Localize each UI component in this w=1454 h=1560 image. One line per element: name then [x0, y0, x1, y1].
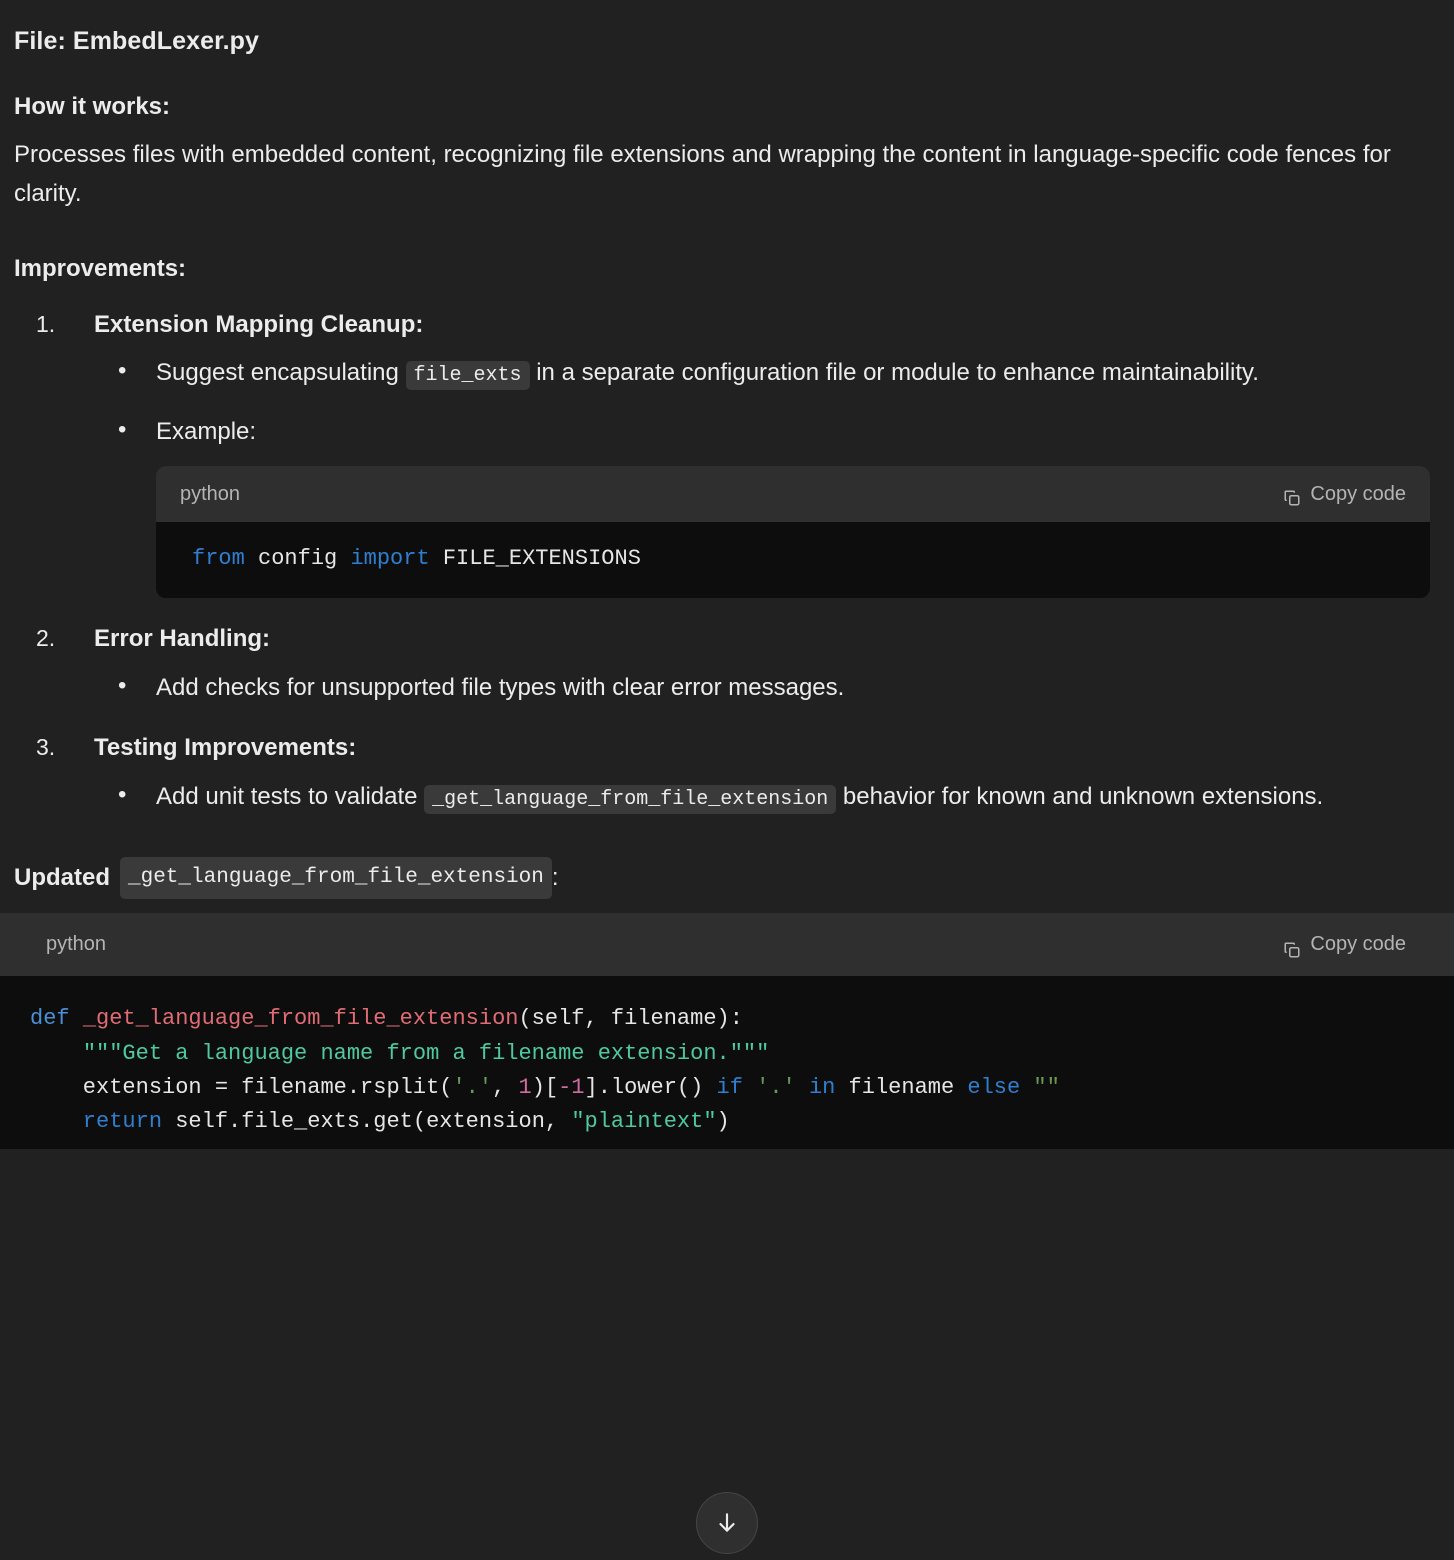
list-item-number: 2. [36, 625, 56, 652]
list-item [94, 354, 1430, 393]
copy-icon [1283, 936, 1301, 954]
sub-list [94, 669, 1430, 708]
list-item-title: Extension Mapping Cleanup: [94, 310, 424, 338]
bullet-text-post: behavior for known and unknown extensions. [836, 782, 1324, 810]
code-block-header [0, 913, 1454, 976]
list-item [36, 618, 1430, 707]
copy-code-button[interactable] [1283, 478, 1406, 510]
bullet-text-pre: Add checks for unsupported file types with clear error messages. [156, 673, 845, 701]
sub-list [94, 778, 1430, 817]
copy-icon [1283, 485, 1301, 503]
how-it-works-text: Processes files with embedded content, recognizing file extensions and wrapping the content in language-specific code fences for clarity. [14, 140, 1391, 207]
improvements-heading: Improvements: [14, 254, 187, 282]
bullet-text-pre: Example: [156, 417, 257, 445]
list-item-title: Error Handling: [94, 625, 271, 653]
updated-colon: : [551, 864, 559, 892]
list-item [36, 304, 1430, 599]
code-block-body: from config import FILE_EXTENSIONS [192, 546, 641, 572]
copy-code-button[interactable] [1283, 927, 1406, 962]
list-item-title: Testing Improvements: [94, 734, 357, 762]
list-item [94, 413, 1430, 598]
bullet-text-pre: Add unit tests to validate [156, 782, 425, 810]
list-item [36, 727, 1430, 816]
copy-code-label: Copy code [1310, 482, 1406, 505]
code-block-body: def _get_language_from_file_extension(self, filename): """Get a language name from a filename extension.""" extension = filename.rsplit('.', 1)[-1].lower() if '.' in filename else "" return self.file_exts.get(extension, "plaintext") [30, 1006, 1060, 1134]
list-item [94, 778, 1430, 817]
copy-code-label: Copy code [1310, 933, 1406, 956]
improvements-list [14, 304, 1430, 817]
page-title: File: EmbedLexer.py [14, 27, 260, 55]
how-it-works-heading: How it works: [14, 92, 171, 120]
code-block-main [0, 913, 1454, 1148]
list-item-number: 1. [36, 310, 56, 337]
code-block-example [156, 466, 1430, 598]
inline-code: file_exts [406, 361, 530, 390]
bullet-text-pre: Suggest encapsulating [156, 358, 406, 386]
list-item-number: 3. [36, 734, 56, 761]
code-block-header [156, 466, 1430, 522]
code-language-label: python [46, 933, 107, 956]
bullet-text-post: in a separate configuration file or module to enhance maintainability. [529, 358, 1259, 386]
sub-list [94, 354, 1430, 598]
updated-label: Updated [14, 864, 110, 892]
code-language-label: python [180, 482, 241, 505]
inline-code: _get_language_from_file_extension [120, 857, 552, 900]
updated-heading [14, 857, 1430, 900]
scroll-to-bottom-button[interactable] [696, 1492, 758, 1554]
inline-code: _get_language_from_file_extension [424, 785, 836, 814]
list-item [94, 669, 1430, 708]
